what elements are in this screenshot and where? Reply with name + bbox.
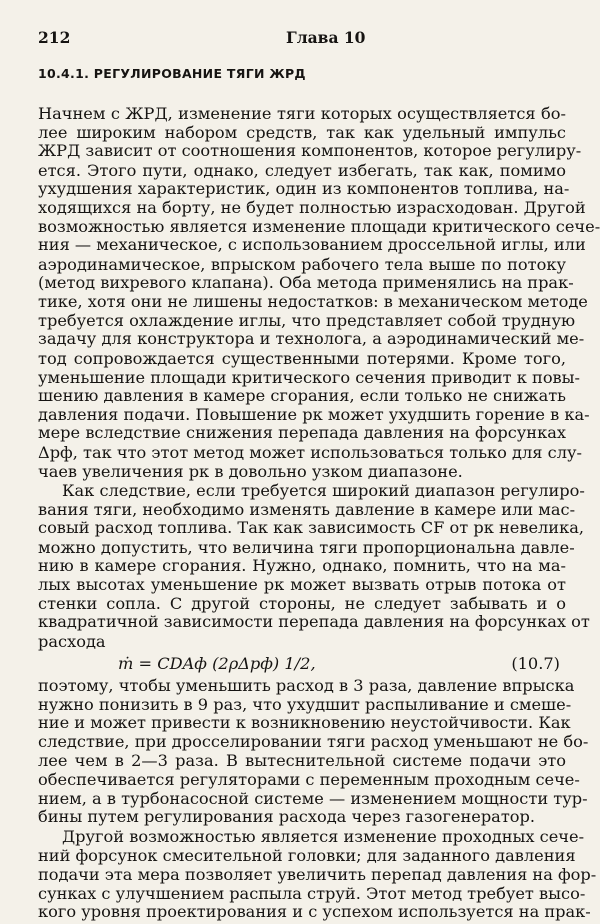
text-line: нию в камере сгорания. Нужно, однако, помнить, что на ма-	[38, 556, 566, 575]
text-line: сунках с улучшением распыла струй. Этот метод требует высо-	[38, 884, 586, 903]
section-heading: 10.4.1. РЕГУЛИРОВАНИЕ ТЯГИ ЖРД	[38, 66, 306, 81]
text-line: ния — механическое, с использованием дроссельной иглы, или	[38, 235, 586, 254]
equation	[0, 651, 600, 677]
text-line: следствие, при дросселировании тяги расход уменьшают не бо-	[38, 732, 589, 751]
text-line: Δpф, так что этот метод может использоваться только для слу-	[38, 443, 582, 462]
text-line: возможностью является изменение площади критического сече-	[38, 217, 600, 236]
text-line: чаев увеличения pк в довольно узком диапазоне.	[38, 462, 463, 481]
text-line: расхода	[38, 632, 106, 651]
text-line: аэродинамическое, впрыском рабочего тела выше по потоку	[38, 255, 566, 274]
text-line: квадратичной зависимости перепада давления на форсунках от	[38, 612, 590, 631]
text-line: нием, а в турбонасосной системе — изменением мощности тур-	[38, 789, 588, 808]
text-line: ется. Этого пути, однако, следует избегать, так как, помимо	[38, 161, 566, 180]
text-line: подачи эта мера позволяет увеличить перепад давления на фор-	[38, 865, 597, 884]
text-line: вания тяги, необходимо изменять давление в камере или мас-	[38, 500, 576, 519]
text-line: (метод вихревого клапана). Оба метода применялись на прак-	[38, 273, 574, 292]
page-number: 212	[38, 28, 71, 47]
text-line: шению давления в камере сгорания, если только не снижать	[38, 386, 566, 405]
text-line: стенки сопла. С другой стороны, не следует забывать и о	[38, 594, 566, 613]
text-line: можно допустить, что величина тяги пропорциональна давле-	[38, 538, 575, 557]
text-line: лых высотах уменьшение pк может вызвать отрыв потока от	[38, 575, 566, 594]
text-line: уменьшение площади критического сечения приводит к повы-	[38, 368, 581, 387]
text-line: мере вследствие снижения перепада давления на форсунках	[38, 423, 566, 442]
text-line: тике, хотя они не лишены недостатков: в механическом методе	[38, 292, 588, 311]
text-line: нужно понизить в 9 раз, что ухудшит распыливание и смеше-	[38, 695, 572, 714]
text-line: давления подачи. Повышение pк может ухудшить горение в ка-	[38, 405, 590, 424]
text-line: ние и может привести к возникновению неустойчивости. Как	[38, 713, 571, 732]
page-header	[38, 28, 568, 54]
text-line: поэтому, чтобы уменьшить расход в 3 раза, давление впрыска	[38, 676, 575, 695]
text-line: требуется охлаждение иглы, что представляет собой трудную	[38, 311, 576, 330]
equation-expression: ṁ = CDAф (2ρΔpф) 1/2,	[118, 654, 316, 673]
text-line: Начнем с ЖРД, изменение тяги которых осуществляется бо-	[38, 104, 566, 123]
equation-number: (10.7)	[511, 654, 560, 673]
text-line: бины путем регулирования расхода через газогенератор.	[38, 807, 536, 826]
text-line: лее чем в 2—3 раза. В вытеснительной системе подачи это	[38, 751, 566, 770]
text-line: ний форсунок смесительной головки; для заданного давления	[38, 846, 576, 865]
text-line: совый расход топлива. Так как зависимость CF от pк невелика,	[38, 518, 585, 537]
text-line: ЖРД зависит от соотношения компонентов, которое регулиру-	[38, 141, 582, 160]
text-line: задачу для конструктора и технолога, а аэродинамический ме-	[38, 329, 585, 348]
text-line: обеспечивается регуляторами с переменным проходным сече-	[38, 770, 580, 789]
text-line: ухудшения характеристик, один из компонентов топлива, на-	[38, 179, 570, 198]
text-line: кого уровня проектирования и с успехом используется на прак-	[38, 902, 591, 921]
text-line: лее широким набором средств, так как удельный импульс	[38, 123, 566, 142]
text-line: Как следствие, если требуется широкий диапазон регулиро-	[62, 481, 585, 500]
text-line: тод сопровождается существенными потерями. Кроме того,	[38, 349, 566, 368]
text-line: Другой возможностью является изменение проходных сече-	[62, 827, 585, 846]
chapter-title: Глава 10	[286, 28, 366, 47]
text-line: ходящихся на борту, не будет полностью израсходован. Другой	[38, 198, 586, 217]
